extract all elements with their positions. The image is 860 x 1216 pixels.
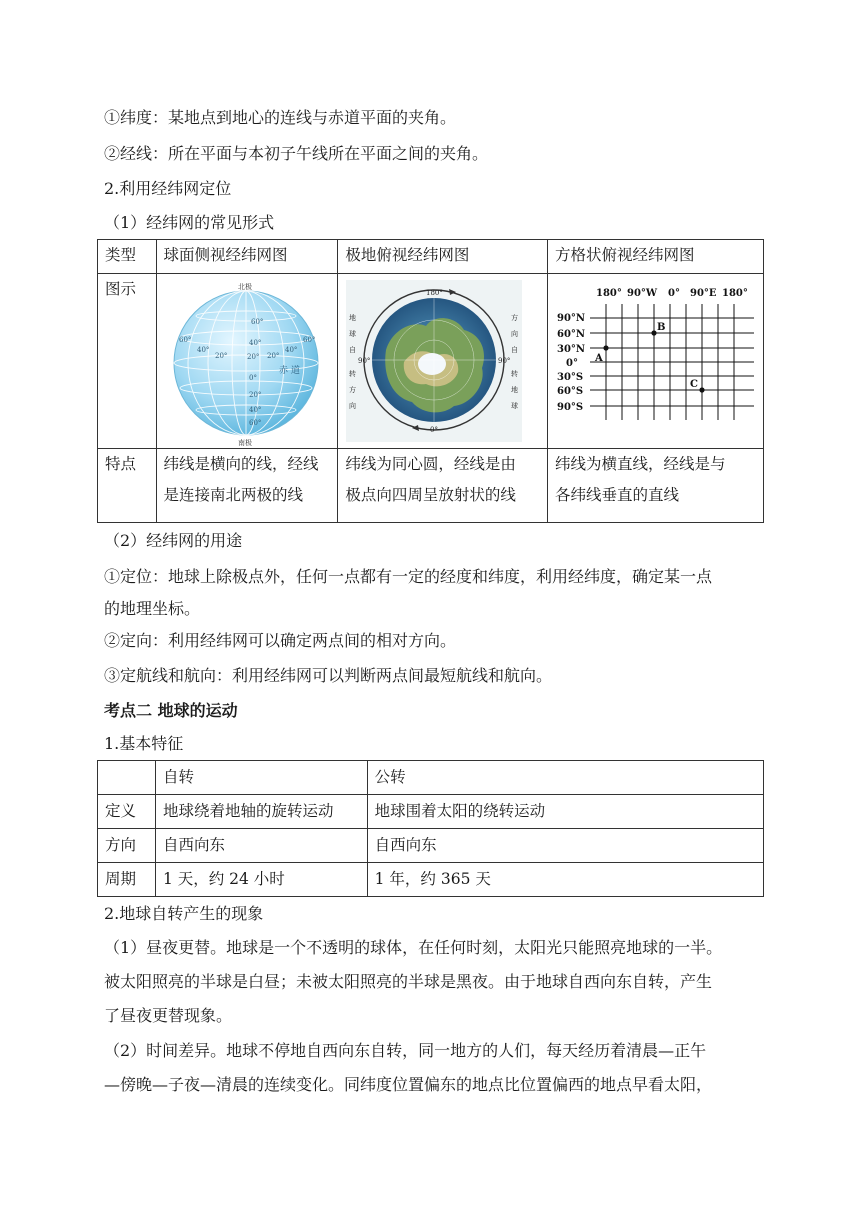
row-label-figure: 图示 — [98, 274, 157, 449]
globe-lat-label-40s: 40° — [248, 406, 261, 414]
grid-left-label-0: 0° — [566, 358, 578, 369]
polar-left-char: 转 — [349, 370, 357, 378]
polar-right-char: 球 — [511, 402, 519, 410]
time-diff-para-line2: —傍晚—子夜—清晨的连续变化。同纬度位置偏东的地点比位置偏西的地点早看太阳， — [104, 1075, 713, 1094]
table-row — [98, 795, 764, 829]
globe-lon-label-right-40: 40° — [284, 346, 297, 354]
polar-left-char: 向 — [349, 402, 357, 410]
globe-south-pole-label: 南极 — [237, 439, 252, 446]
row-label-period: 周期 — [98, 863, 156, 897]
day-night-para-line2: 被太阳照亮的半球是白昼；未被太阳照亮的半球是黑夜。由于地球自西向东自转，产生 — [104, 972, 713, 991]
day-night-para-line1: （1）昼夜更替。地球是一个不透明的球体，在任何时刻，太阳光只能照亮地球的一半。 — [104, 938, 723, 957]
grid-point-b-dot — [651, 330, 656, 335]
revolution-period: 1 年，约 365 天 — [367, 863, 763, 897]
grid-figure-cell — [548, 274, 764, 449]
grid-left-label-60s: 60°S — [557, 386, 584, 397]
grid-top-label-0: 0° — [668, 288, 680, 299]
subheading-grid-uses: （2）经纬网的用途 — [104, 531, 243, 550]
use-direction: ②定向：利用经纬网可以确定两点间的相对方向。 — [104, 631, 457, 650]
polar-right-char: 自 — [511, 346, 519, 354]
grid-top-label-90e: 90°E — [690, 288, 717, 299]
table-row — [98, 863, 764, 897]
use-positioning-line1: ①定位：地球上除极点外，任何一点都有一定的经度和纬度，利用经纬度，确定某一点 — [104, 567, 713, 586]
revolution-definition: 地球围着太阳的绕转运动 — [367, 795, 763, 829]
square-grid-image — [550, 280, 760, 430]
globe-lat-label-60s: 60° — [248, 419, 261, 427]
feature-grid-line1: 纬线为横直线，经线是与 — [555, 455, 726, 473]
globe-lat-label-0: 0° — [248, 374, 257, 382]
day-night-para-line3: 了昼夜更替现象。 — [104, 1006, 233, 1025]
globe-lon-label-right-20: 20° — [266, 352, 279, 360]
revolution-direction: 自西向东 — [367, 829, 763, 863]
feature-polar-line2: 极点向四周呈放射状的线 — [345, 486, 516, 504]
globe-lon-label-right-60: 60° — [302, 336, 315, 344]
polar-label-90-left: 90° — [358, 357, 371, 365]
row-label-definition: 定义 — [98, 795, 156, 829]
motion-table-header — [98, 761, 764, 795]
grid-point-c-label: C — [690, 379, 698, 390]
rotation-period: 1 天，约 24 小时 — [155, 863, 367, 897]
header-sphere-side: 球面侧视经纬网图 — [156, 240, 338, 274]
grid-left-label-90s: 90°S — [557, 402, 584, 413]
section-heading-grid-location: 2.利用经纬网定位 — [104, 179, 232, 198]
polar-label-0: 0° — [430, 426, 439, 434]
grid-left-label-90n: 90°N — [557, 313, 586, 324]
section-heading-earth-motion: 考点二 地球的运动 — [104, 701, 238, 720]
polar-right-char: 方 — [511, 314, 519, 322]
header-polar-top: 极地俯视经纬网图 — [338, 240, 548, 274]
subheading-grid-forms: （1）经纬网的常见形式 — [104, 213, 275, 232]
feature-grid — [548, 449, 764, 523]
row-label-direction: 方向 — [98, 829, 156, 863]
motion-header-revolution: 公转 — [367, 761, 763, 795]
motion-table — [97, 760, 764, 897]
globe-side-view-image — [161, 280, 331, 446]
globe-lat-label-20s: 20° — [248, 391, 261, 399]
globe-north-pole-label: 北极 — [237, 283, 252, 291]
grid-point-c-dot — [699, 387, 704, 392]
polar-label-180: 180° — [426, 289, 444, 297]
polar-right-char: 转 — [511, 370, 519, 378]
use-route: ③定航线和航向：利用经纬网可以判断两点间最短航线和航向。 — [104, 666, 553, 685]
use-positioning-line2: 的地理坐标。 — [104, 599, 201, 618]
polar-top-view-image — [346, 280, 522, 442]
feature-sphere — [156, 449, 338, 523]
globe-lat-label-40n: 40° — [248, 339, 261, 347]
polar-left-char: 球 — [349, 330, 357, 338]
longitude-definition: ②经线：所在平面与本初子午线所在平面之间的夹角。 — [104, 144, 489, 163]
polar-right-char: 地 — [511, 386, 519, 394]
polar-figure-cell — [338, 274, 548, 449]
rotation-definition: 地球绕着地轴的旋转运动 — [155, 795, 367, 829]
feature-sphere-line1: 纬线是横向的线，经线 — [163, 455, 319, 473]
globe-lon-label-left-40: 40° — [196, 346, 209, 354]
header-type: 类型 — [98, 240, 157, 274]
globe-lon-label-left-20: 20° — [214, 352, 227, 360]
feature-polar-line1: 纬线为同心圆，经线是由 — [345, 455, 516, 473]
grid-top-label-180e: 180° — [722, 288, 748, 299]
globe-equator-label: 赤 道 — [278, 366, 300, 376]
globe-lat-label-20n: 20° — [246, 353, 259, 361]
time-diff-para-line1: （2）时间差异。地球不停地自西向东自转，同一地方的人们，每天经历着清晨—正午 — [104, 1041, 707, 1060]
globe-lat-label-60n: 60° — [250, 318, 263, 326]
globe-lon-label-left-60: 60° — [178, 336, 191, 344]
grid-left-label-60n: 60°N — [557, 329, 586, 340]
latitude-definition: ①纬度：某地点到地心的连线与赤道平面的夹角。 — [104, 108, 457, 127]
grid-point-a-label: A — [595, 353, 603, 364]
grid-left-label-30n: 30°N — [557, 344, 586, 355]
grid-point-b-label: B — [657, 322, 666, 333]
rotation-direction: 自西向东 — [155, 829, 367, 863]
globe-figure-cell — [156, 274, 338, 449]
polar-left-char: 地 — [349, 314, 357, 322]
grid-forms-table — [97, 239, 764, 523]
polar-left-char: 自 — [349, 346, 357, 354]
feature-grid-line2: 各纬线垂直的直线 — [555, 486, 680, 504]
heading-rotation-phenomena: 2.地球自转产生的现象 — [104, 904, 264, 923]
grid-left-label-30s: 30°S — [557, 372, 584, 383]
polar-left-char: 方 — [349, 386, 357, 394]
motion-header-empty — [98, 761, 156, 795]
row-label-features: 特点 — [98, 449, 157, 523]
polar-right-char: 向 — [511, 330, 519, 338]
grid-point-a-dot — [603, 345, 608, 350]
polar-label-90-right: 90° — [498, 357, 511, 365]
header-square-grid: 方格状俯视经纬网图 — [548, 240, 764, 274]
grid-top-label-180w: 180° — [596, 288, 622, 299]
table-row — [98, 829, 764, 863]
feature-polar — [338, 449, 548, 523]
motion-header-rotation: 自转 — [155, 761, 367, 795]
grid-top-label-90w: 90°W — [627, 288, 658, 299]
heading-basic-features: 1.基本特征 — [104, 734, 184, 753]
feature-sphere-line2: 是连接南北两极的线 — [163, 486, 304, 504]
